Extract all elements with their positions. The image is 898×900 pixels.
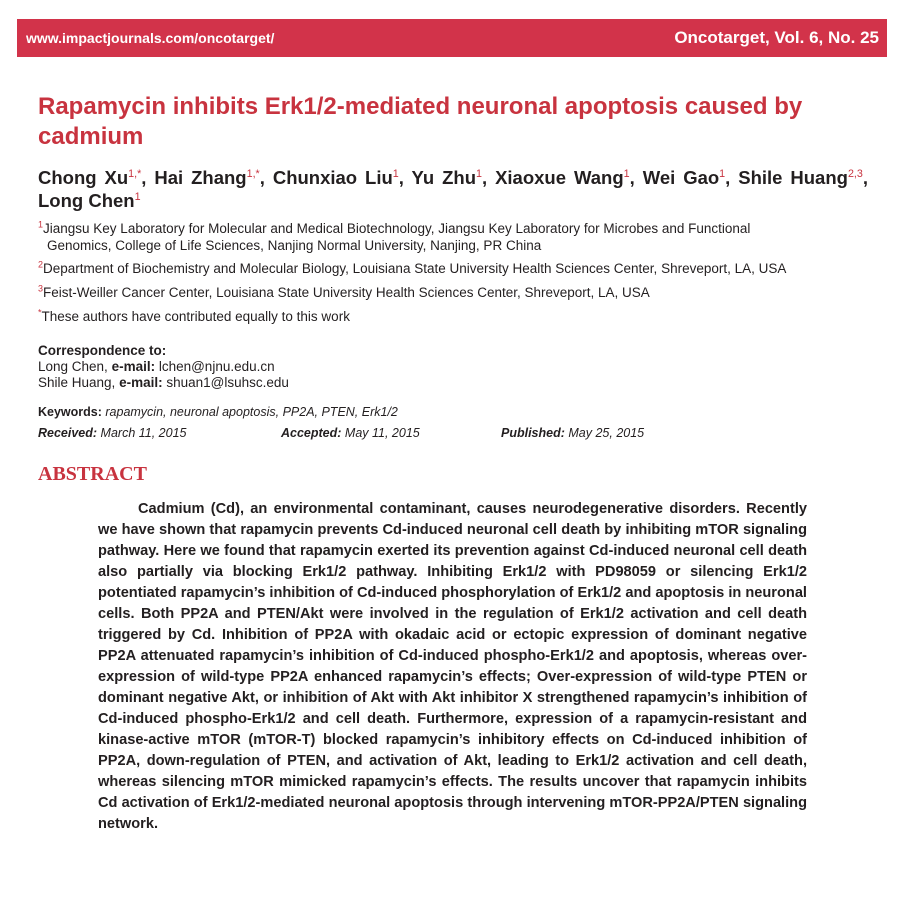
author: Shile Huang$^{2,3}$, bbox=[738, 167, 868, 188]
journal-url[interactable]: www.impactjournals.com/oncotarget/ bbox=[26, 30, 275, 46]
correspondence-line: Shile Huang, e-mail: shuan1@lsuhsc.edu bbox=[38, 375, 289, 390]
author: Wei Gao$^1$, bbox=[642, 167, 739, 188]
published-date: Published: May 25, 2015 bbox=[501, 426, 645, 440]
abstract-heading: ABSTRACT bbox=[38, 463, 147, 485]
author: Hai Zhang$^{1,*}$, bbox=[154, 167, 273, 188]
accepted-date: Accepted: May 11, 2015 bbox=[281, 426, 420, 440]
correspondence-label: Correspondence to: bbox=[38, 343, 167, 358]
correspondence-block bbox=[38, 343, 638, 391]
email-link[interactable]: shuan1@lsuhsc.edu bbox=[162, 375, 289, 390]
email-link[interactable]: lchen@njnu.edu.cn bbox=[155, 359, 275, 374]
affiliation-2: $^2$Department of Biochemistry and Molecular Biology, Louisiana State University Health Sciences Center, Shreveport, LA, USA bbox=[38, 259, 787, 276]
keywords bbox=[38, 404, 838, 420]
affiliation-1: $^1$Jiangsu Key Laboratory for Molecular and Medical Biotechnology, Jiangsu Key Laboratory for Microbes and Functional Genomics, College of Life Sciences, Nanjing Normal University, Nanjing, PR China bbox=[38, 219, 751, 253]
received-date: Received: March 11, 2015 bbox=[38, 426, 187, 440]
author: Long Chen$^1$ bbox=[38, 190, 141, 211]
correspondence-line: Long Chen, e-mail: lchen@njnu.edu.cn bbox=[38, 359, 275, 374]
abstract-text: Cadmium (Cd), an environmental contaminant, causes neurodegenerative disorders. Recently we have shown that rapamycin prevents Cd-induced neuronal cell death by inhibiting mTOR signaling pathway. Here we found that rapamycin exerted its prevention against Cd-induced neuronal cell death also partially via blocking Erk1/2 pathway. Inhibiting Erk1/2 with PD98059 or silencing Erk1/2 potentiated rapamycin’s inhibition of Cd-induced phosphorylation of Erk1/2 and apoptosis in neuronal cells. Both PP2A and PTEN/Akt were involved in the regulation of Erk1/2 activation and cell death triggered by Cd. Inhibition of PP2A with okadaic acid or ectopic expression of dominant negative PP2A attenuated rapamycin’s inhibition of Cd-induced phospho-Erk1/2 and apoptosis, whereas over-expression of wild-type PP2A enhanced rapamycin’s effects; Over-expression of wild-type PTEN or dominant negative Akt, or inhibition of Akt with Akt inhibitor X strengthened rapamycin’s inhibition of Cd-induced phospho-Erk1/2 and cell death. Furthermore, expression of a rapamycin-resistant and kinase-active mTOR (mTOR-T) blocked rapamycin’s inhibitory effects on Cd-induced inhibition of PP2A, down-regulation of PTEN, and activation of Akt, leading to Erk1/2 activation and cell death, whereas silencing mTOR mimicked rapamycin’s effects. The results uncover that rapamycin inhibits Cd activation of Erk1/2-mediated neuronal apoptosis through intervening mTOR-PP2A/PTEN signaling network. bbox=[98, 501, 807, 832]
journal-header-banner bbox=[17, 19, 887, 57]
author-list bbox=[38, 166, 868, 212]
affiliation-3: $^3$Feist-Weiller Cancer Center, Louisiana State University Health Sciences Center, Shreveport, LA, USA bbox=[38, 283, 650, 300]
author: Chong $Xu^{1,*}$, bbox=[38, 167, 155, 188]
keywords-label: Keywords: bbox=[38, 405, 102, 419]
keywords-value: rapamycin, neuronal apoptosis, PP2A, PTEN, Erk1/2 bbox=[101, 405, 398, 419]
equal-contribution-note: *These authors have contributed equally to this work bbox=[38, 307, 350, 324]
author: Yu Zhu$^1$, bbox=[411, 167, 496, 188]
article-dates bbox=[38, 425, 838, 443]
article-title: Rapamycin inhibits Erk1/2-mediated neuronal apoptosis caused by cadmium bbox=[38, 93, 803, 150]
author: Xiaoxue Wang$^1$, bbox=[495, 167, 643, 188]
author: Chunxiao Liu$^1$, bbox=[272, 167, 412, 188]
journal-citation: Oncotarget, Vol. 6, No. 25 bbox=[674, 28, 879, 47]
